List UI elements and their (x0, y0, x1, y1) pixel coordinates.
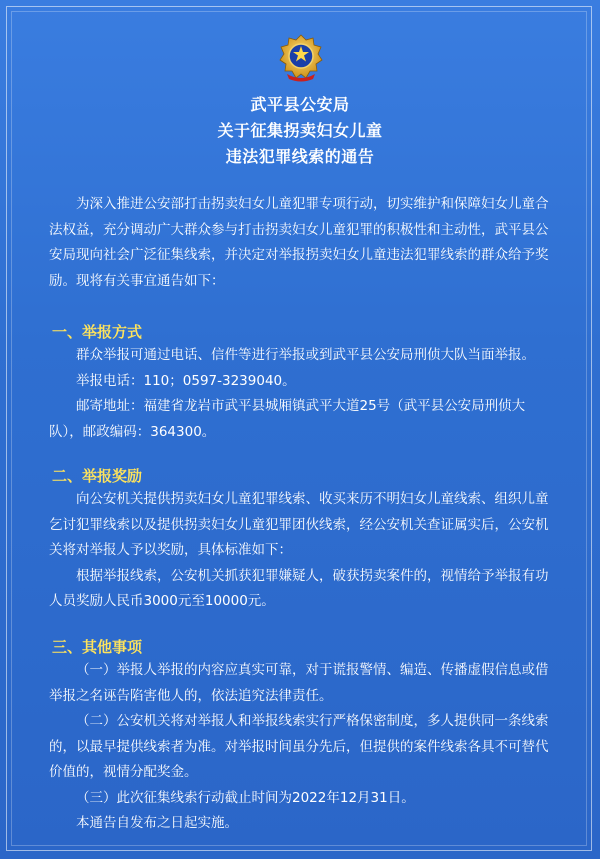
section-1-heading: 一、举报方式 (52, 323, 143, 341)
section-3-body (49, 658, 557, 837)
title-line-1: 武平县公安局 (250, 95, 350, 114)
title-line-2: 关于征集拐卖妇女儿童 (217, 121, 383, 140)
section-3-para-2: （二）公安机关将对举报人和举报线索实行严格保密制度，多人提供同一条线索的，以最早提供线索者为准。对举报时间虽分先后，但提供的案件线索各具不可替代价值的，视情分配奖金。 (49, 713, 549, 780)
section-3-para-3: （三）此次征集线索行动截止时间为2022年12月31日。 (76, 789, 415, 806)
section-3-para-1: （一）举报人举报的内容应真实可靠，对于谎报警情、编造、传播虚假信息或借举报之名诬告陷害他人的，依法追究法律责任。 (49, 662, 549, 704)
section-3-para-4: 本通告自发布之日起实施。 (76, 815, 238, 831)
section-1-para-2: 举报电话：110；0597-3239040。 (76, 372, 296, 389)
section-2-heading: 二、举报奖励 (52, 467, 143, 485)
intro-text: 为深入推进公安部打击拐卖妇女儿童犯罪专项行动，切实维护和保障妇女儿童合法权益，充分调动广大群众参与打击拐卖妇女儿童犯罪的积极性和主动性，武平县公安局现向社会广泛征集线索，并决定对举报拐卖妇女儿童违法犯罪线索的群众给予奖励。现将有关事宜通告如下： (49, 196, 549, 289)
title-line-3: 违法犯罪线索的通告 (225, 147, 375, 166)
police-emblem-icon (279, 34, 323, 82)
section-3-heading: 三、其他事项 (52, 638, 143, 656)
section-2-body (49, 487, 557, 615)
section-2-para-1: 向公安机关提供拐卖妇女儿童犯罪线索、收买来历不明妇女儿童线索、组织儿童乞讨犯罪线索以及提供拐卖妇女儿童犯罪团伙线索，经公安机关查证属实后，公安机关将对举报人予以奖励，具体标准如下： (49, 491, 549, 558)
section-1-para-3: 邮寄地址：福建省龙岩市武平县城厢镇武平大道25号（武平县公安局刑侦大队），邮政编码：364300。 (49, 398, 526, 440)
section-1-para-1: 群众举报可通过电话、信件等进行举报或到武平县公安局刑侦大队当面举报。 (76, 347, 535, 363)
section-1-body (49, 343, 557, 445)
intro-paragraph (49, 192, 557, 294)
section-2-para-2: 根据举报线索，公安机关抓获犯罪嫌疑人，破获拐卖案件的，视情给予举报有功人员奖励人民币3000元至10000元。 (49, 567, 549, 609)
